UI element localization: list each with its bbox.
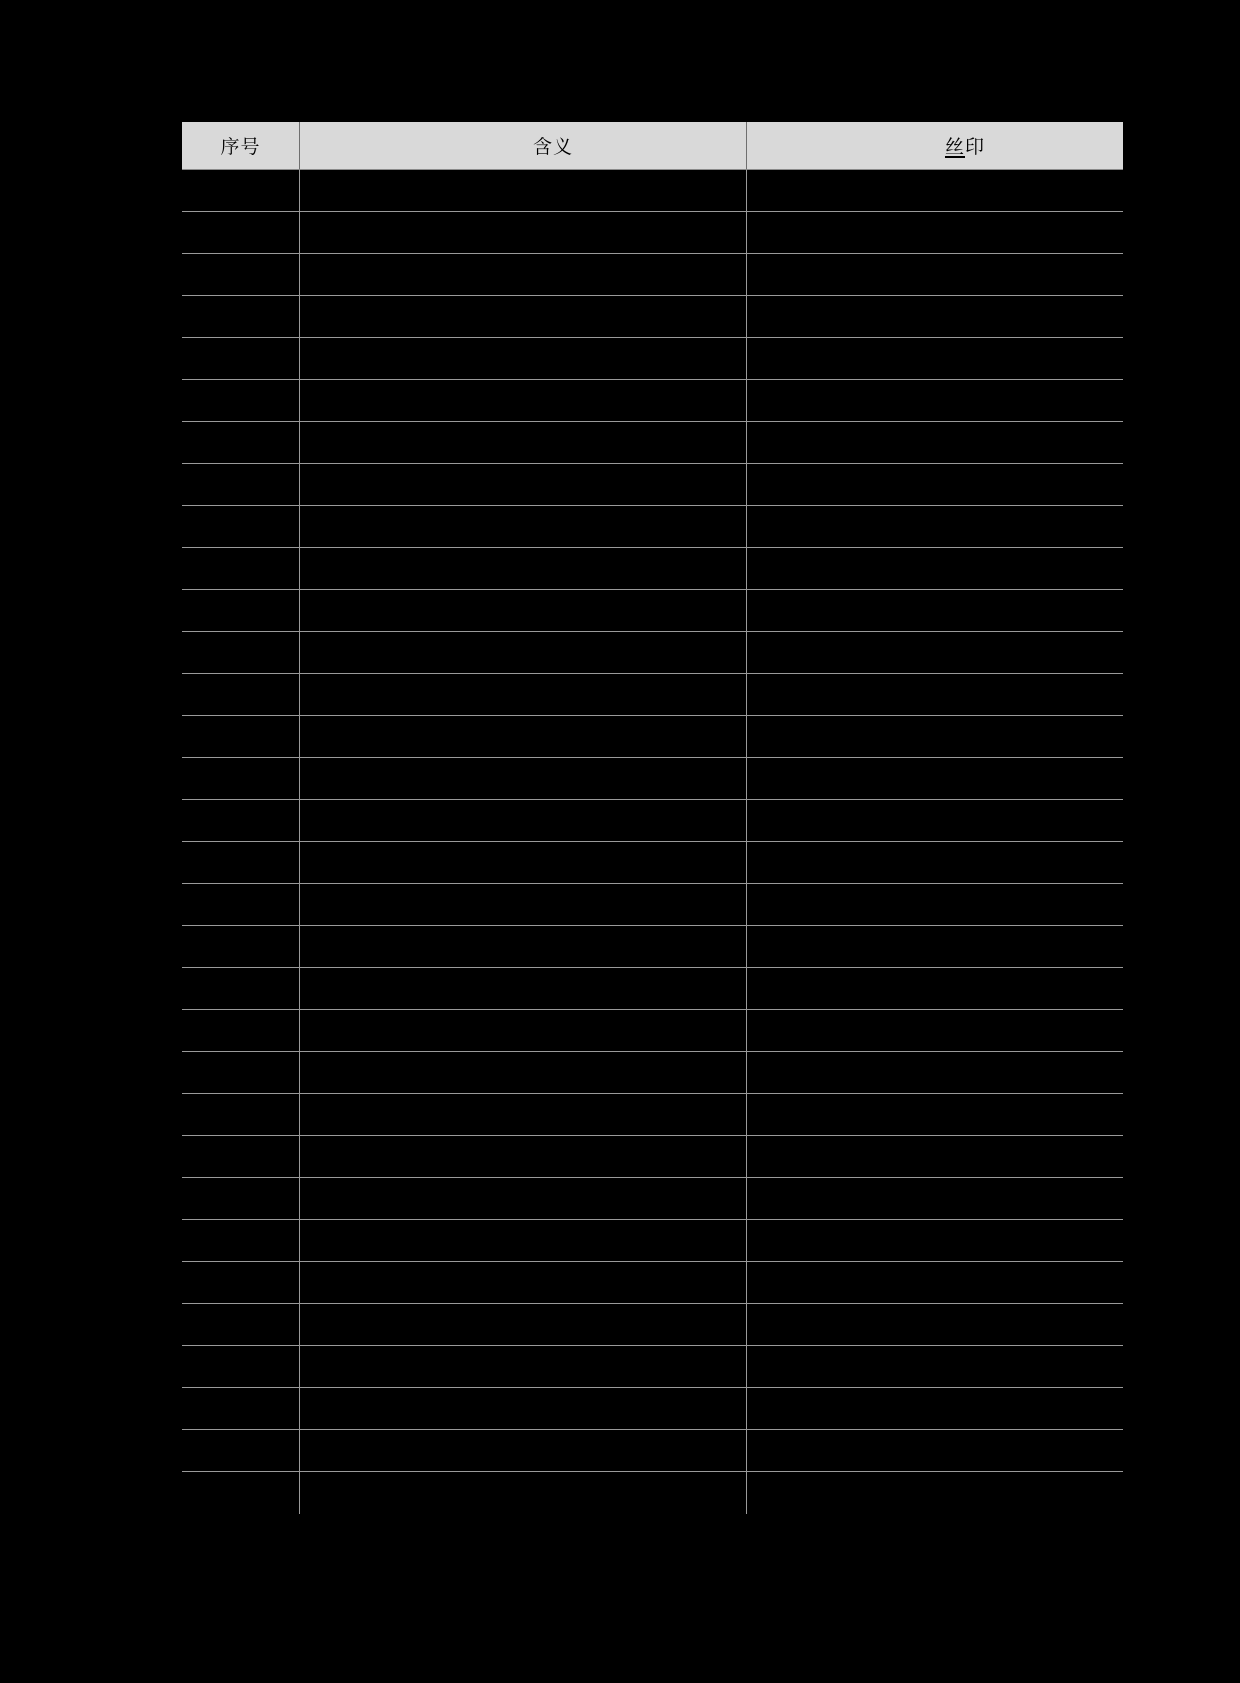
cell-index xyxy=(182,674,300,715)
cell-meaning xyxy=(300,674,747,715)
table-row xyxy=(182,1136,1123,1178)
cell-index xyxy=(182,212,300,253)
table-row xyxy=(182,548,1123,590)
cell-index xyxy=(182,1262,300,1303)
cell-index xyxy=(182,1220,300,1261)
cell-index xyxy=(182,716,300,757)
cell-meaning xyxy=(300,422,747,463)
table-row xyxy=(182,1388,1123,1430)
table-row xyxy=(182,674,1123,716)
cell-meaning xyxy=(300,254,747,295)
table-row xyxy=(182,506,1123,548)
cell-meaning xyxy=(300,632,747,673)
cell-meaning xyxy=(300,1304,747,1345)
table-row xyxy=(182,212,1123,254)
cell-index xyxy=(182,464,300,505)
cell-silkscreen xyxy=(747,800,1123,841)
cell-silkscreen xyxy=(747,1304,1123,1345)
table-row xyxy=(182,464,1123,506)
cell-index xyxy=(182,590,300,631)
cell-meaning xyxy=(300,968,747,1009)
table-row xyxy=(182,422,1123,464)
cell-silkscreen xyxy=(747,170,1123,211)
cell-silkscreen xyxy=(747,1472,1123,1514)
cell-meaning xyxy=(300,506,747,547)
cell-silkscreen xyxy=(747,254,1123,295)
table-row xyxy=(182,632,1123,674)
table-row xyxy=(182,254,1123,296)
table-row xyxy=(182,926,1123,968)
table-row xyxy=(182,296,1123,338)
table-row xyxy=(182,1346,1123,1388)
table-row xyxy=(182,1052,1123,1094)
cell-index xyxy=(182,506,300,547)
cell-silkscreen xyxy=(747,1388,1123,1429)
cell-silkscreen xyxy=(747,968,1123,1009)
column-header-silkscreen xyxy=(747,122,1123,169)
table-body xyxy=(182,170,1123,1514)
cell-silkscreen xyxy=(747,884,1123,925)
cell-silkscreen xyxy=(747,1094,1123,1135)
cell-index xyxy=(182,758,300,799)
cell-index xyxy=(182,1052,300,1093)
table-row xyxy=(182,800,1123,842)
cell-silkscreen xyxy=(747,296,1123,337)
cell-silkscreen xyxy=(747,212,1123,253)
cell-meaning xyxy=(300,212,747,253)
cell-index xyxy=(182,548,300,589)
cell-index xyxy=(182,1430,300,1471)
cell-silkscreen xyxy=(747,506,1123,547)
table-row xyxy=(182,1262,1123,1304)
cell-meaning xyxy=(300,1178,747,1219)
cell-index xyxy=(182,926,300,967)
cell-silkscreen xyxy=(747,1136,1123,1177)
cell-silkscreen xyxy=(747,422,1123,463)
cell-index xyxy=(182,800,300,841)
cell-index xyxy=(182,1472,300,1514)
table-row xyxy=(182,1010,1123,1052)
cell-index xyxy=(182,254,300,295)
table-row xyxy=(182,380,1123,422)
cell-index xyxy=(182,968,300,1009)
table-header-row xyxy=(182,122,1123,170)
cell-silkscreen xyxy=(747,926,1123,967)
column-header-meaning xyxy=(300,122,747,169)
cell-silkscreen xyxy=(747,758,1123,799)
cell-silkscreen xyxy=(747,464,1123,505)
cell-meaning xyxy=(300,464,747,505)
cell-silkscreen xyxy=(747,338,1123,379)
table-row xyxy=(182,842,1123,884)
cell-silkscreen xyxy=(747,590,1123,631)
table-row xyxy=(182,1094,1123,1136)
silkscreen-label-rest-part: 印 xyxy=(965,136,986,158)
cell-meaning xyxy=(300,1220,747,1261)
cell-silkscreen xyxy=(747,548,1123,589)
column-header-index-label: 序号 xyxy=(220,136,261,158)
cell-index xyxy=(182,422,300,463)
table-row xyxy=(182,338,1123,380)
cell-meaning xyxy=(300,590,747,631)
cell-silkscreen xyxy=(747,1052,1123,1093)
table-row xyxy=(182,716,1123,758)
column-header-index xyxy=(182,122,300,169)
silkscreen-label-underlined-part: 丝 xyxy=(944,136,965,158)
cell-silkscreen xyxy=(747,1430,1123,1471)
table-row xyxy=(182,1430,1123,1472)
cell-meaning xyxy=(300,1346,747,1387)
cell-meaning xyxy=(300,170,747,211)
cell-silkscreen xyxy=(747,1010,1123,1051)
cell-meaning xyxy=(300,1010,747,1051)
cell-meaning xyxy=(300,1472,747,1514)
cell-index xyxy=(182,170,300,211)
table-row xyxy=(182,1178,1123,1220)
cell-index xyxy=(182,296,300,337)
cell-meaning xyxy=(300,884,747,925)
cell-meaning xyxy=(300,716,747,757)
cell-meaning xyxy=(300,1262,747,1303)
cell-meaning xyxy=(300,1430,747,1471)
table-row xyxy=(182,758,1123,800)
cell-index xyxy=(182,1178,300,1219)
cell-meaning xyxy=(300,1136,747,1177)
cell-silkscreen xyxy=(747,380,1123,421)
cell-meaning xyxy=(300,548,747,589)
cell-meaning xyxy=(300,1052,747,1093)
cell-meaning xyxy=(300,338,747,379)
cell-meaning xyxy=(300,926,747,967)
cell-silkscreen xyxy=(747,1178,1123,1219)
cell-index xyxy=(182,1136,300,1177)
column-header-meaning-label: 含义 xyxy=(532,136,573,158)
table-row xyxy=(182,170,1123,212)
cell-index xyxy=(182,1304,300,1345)
cell-index xyxy=(182,632,300,673)
cell-index xyxy=(182,380,300,421)
table-row xyxy=(182,968,1123,1010)
cell-silkscreen xyxy=(747,632,1123,673)
cell-index xyxy=(182,842,300,883)
cell-silkscreen xyxy=(747,1346,1123,1387)
column-header-silkscreen-label xyxy=(945,132,985,159)
cell-silkscreen xyxy=(747,674,1123,715)
cell-meaning xyxy=(300,842,747,883)
cell-silkscreen xyxy=(747,1262,1123,1303)
cell-index xyxy=(182,1388,300,1429)
cell-silkscreen xyxy=(747,716,1123,757)
cell-silkscreen xyxy=(747,1220,1123,1261)
table-row xyxy=(182,884,1123,926)
cell-index xyxy=(182,1094,300,1135)
cell-meaning xyxy=(300,1388,747,1429)
cell-meaning xyxy=(300,380,747,421)
table-row xyxy=(182,1220,1123,1262)
cell-index xyxy=(182,1010,300,1051)
table-row xyxy=(182,1472,1123,1514)
cell-silkscreen xyxy=(747,842,1123,883)
cell-index xyxy=(182,884,300,925)
cell-index xyxy=(182,1346,300,1387)
cell-meaning xyxy=(300,758,747,799)
cell-meaning xyxy=(300,1094,747,1135)
cell-meaning xyxy=(300,800,747,841)
table-row xyxy=(182,590,1123,632)
cell-index xyxy=(182,338,300,379)
data-table xyxy=(182,122,1123,1514)
cell-meaning xyxy=(300,296,747,337)
table-row xyxy=(182,1304,1123,1346)
